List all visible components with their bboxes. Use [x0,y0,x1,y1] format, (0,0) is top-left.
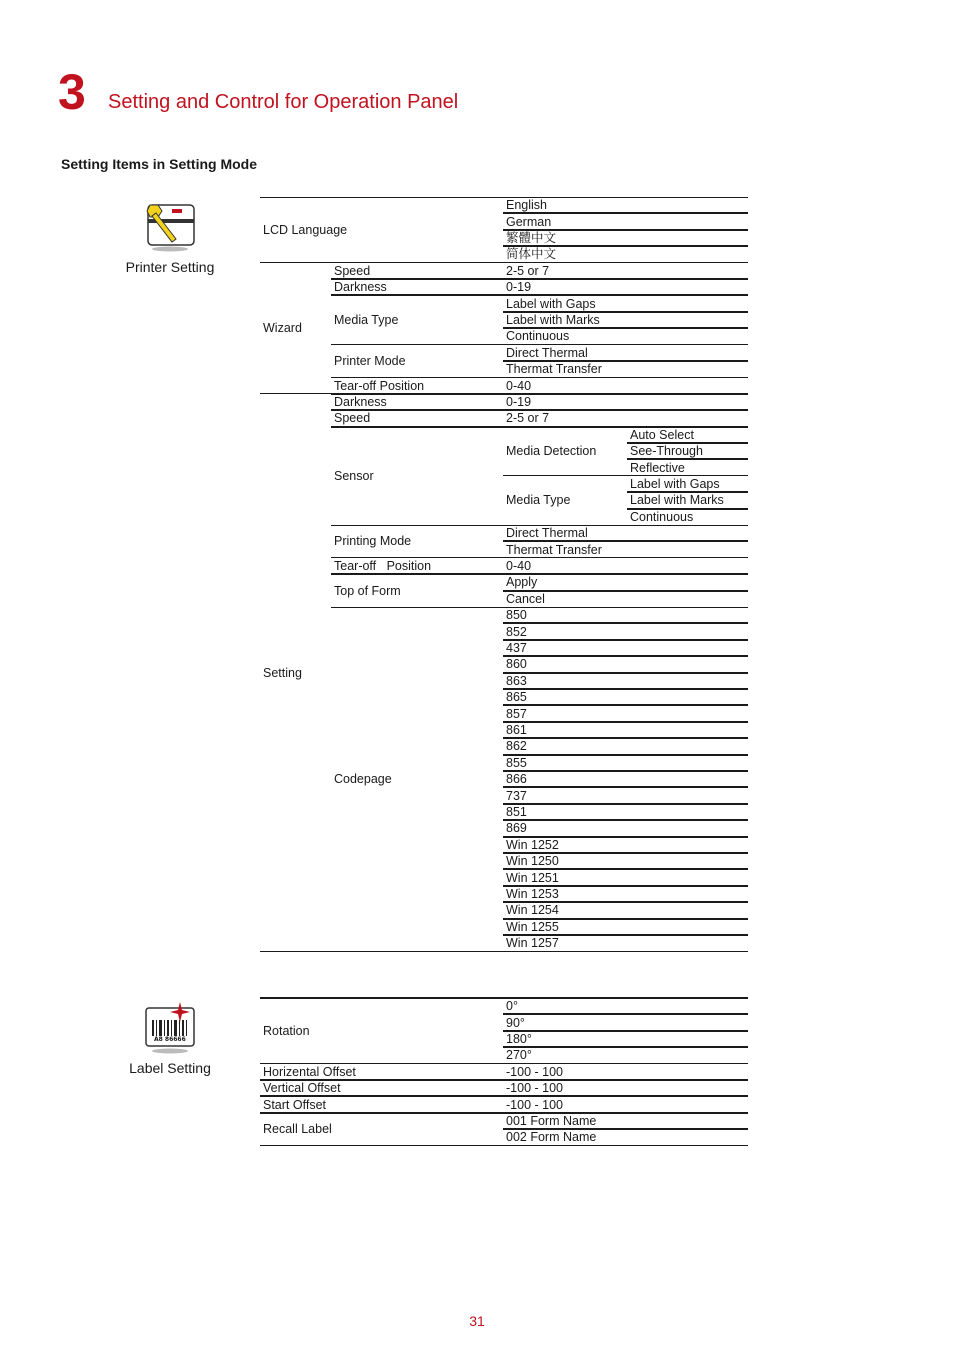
rotation-label: Rotation [263,1023,310,1038]
lcd-language-option: English [506,198,547,213]
top-of-form-label: Top of Form [334,583,401,598]
start-offset-value: -100 - 100 [506,1097,563,1112]
horizontal-offset-value: -100 - 100 [506,1064,563,1079]
wrench-printer-icon [142,199,198,255]
wizard-tear-off-value: 0-40 [506,378,532,393]
codepage-divider [503,655,748,657]
row-rule [331,607,503,608]
codepage-option: 863 [506,673,527,688]
barcode-label-icon [142,1000,198,1056]
sensor-media-type-option: Label with Marks [630,493,724,508]
row-rule [503,475,627,476]
printing-mode-label: Printing Mode [334,534,412,549]
wizard-printer-mode-option: Thermat Transfer [506,362,602,377]
recall-label-option: 001 Form Name [506,1114,597,1128]
codepage-option: 850 [506,608,527,623]
recall-label-option: 002 Form Name [506,1130,597,1145]
sensor-media-type-option: Label with Gaps [630,477,720,491]
setting-speed-value: 2-5 or 7 [506,411,550,426]
codepage-option: Win 1254 [506,903,559,918]
rotation-divider [503,1013,748,1015]
top-of-form-option: Apply [506,575,538,590]
media-detection-option: Reflective [630,460,685,475]
wizard-label: Wizard [263,321,302,336]
wizard-tear-off-rule [331,393,748,395]
wizard-printer-mode-divider [503,377,748,378]
media-detection-option: See-Through [630,444,703,459]
codepage-option: Win 1250 [506,854,559,869]
codepage-divider [503,704,748,706]
codepage-option: 860 [506,657,527,672]
wizard-speed-label: Speed [334,263,371,278]
codepage-option: 865 [506,690,527,705]
table-bottom-rule [260,951,748,952]
codepage-divider [503,786,748,788]
codepage-option: 852 [506,624,527,639]
chapter-title: Setting and Control for Operation Panel [108,91,459,113]
codepage-divider [503,639,748,641]
codepage-label: Codepage [334,772,392,787]
codepage-divider [503,819,748,821]
row-rule [260,262,503,263]
codepage-option: 869 [506,821,527,836]
top-of-form-option: Cancel [506,591,545,606]
setting-label: Setting [263,665,302,680]
chapter-number: 3 [58,64,86,120]
wizard-media-type-option: Label with Marks [506,313,600,327]
start-offset-rule [260,1112,748,1114]
label-setting-label: Label Setting [129,1060,211,1076]
codepage-option: Win 1257 [506,936,559,951]
recall-label-label: Recall Label [263,1122,332,1137]
codepage-option: 857 [506,706,527,721]
codepage-divider [503,672,748,674]
table-bottom-rule [260,1145,748,1146]
wizard-media-type-option: Label with Gaps [506,296,596,311]
lcd-language-option: German [506,214,552,229]
rotation-option: 270° [506,1048,532,1063]
rotation-divider [503,1030,748,1032]
vertical-offset-rule [260,1095,748,1097]
wizard-printer-mode-option: Direct Thermal [506,345,588,360]
wizard-tear-off-label: Tear-off Position [334,378,425,393]
setting-tear-off-value: 0-40 [506,559,532,573]
wizard-darkness-label: Darkness [334,280,387,295]
row-rule [260,393,331,394]
media-detection-label: Media Detection [506,444,597,459]
rotation-option: 0° [506,999,518,1014]
rotation-divider [503,1046,748,1048]
wizard-media-type-label: Media Type [334,313,399,327]
start-offset-label: Start Offset [263,1097,326,1112]
codepage-divider [503,770,748,772]
sensor-media-type-option: Continuous [630,509,694,524]
printer-setting-label: Printer Setting [125,259,215,275]
lcd-language-option: 简体中文 [506,247,557,262]
rotation-option: 180° [506,1032,532,1046]
codepage-option: 851 [506,805,527,819]
sensor-media-type-divider [627,525,748,526]
wizard-media-type-option: Continuous [506,329,570,344]
setting-tear-off-label: Tear-off Position [334,559,432,573]
setting-darkness-label: Darkness [334,395,387,409]
codepage-divider [503,688,748,690]
wizard-printer-mode-label: Printer Mode [334,354,406,368]
row-rule [331,344,503,345]
codepage-option: Win 1253 [506,887,559,901]
codepage-option: Win 1251 [506,870,559,885]
horizontal-offset-label: Horizental Offset [263,1064,356,1079]
codepage-divider [503,803,748,805]
media-detection-option: Auto Select [630,427,694,442]
barcode-number: A8 86666 [154,1036,186,1043]
setting-tear-off-rule [331,573,748,575]
section-title: Setting Items in Setting Mode [61,156,258,172]
lcd-language-label: LCD Language [263,222,348,237]
wizard-speed-rule [331,278,748,280]
vertical-offset-label: Vertical Offset [263,1081,341,1096]
vertical-offset-value: -100 - 100 [506,1081,563,1096]
codepage-option: 861 [506,723,527,737]
wizard-speed-value: 2-5 or 7 [506,263,550,278]
codepage-option: 737 [506,788,527,803]
codepage-option: 437 [506,641,527,655]
codepage-option: Win 1252 [506,837,559,852]
lcd-language-option: 繁體中文 [506,231,557,245]
printing-mode-divider [503,557,748,558]
setting-darkness-value: 0-19 [506,395,532,409]
codepage-divider [503,737,748,739]
top-of-form-divider [503,607,748,608]
setting-speed-label: Speed [334,411,371,426]
codepage-option: Win 1255 [506,919,559,934]
table-top-rule [260,197,748,198]
page-number: 31 [469,1313,485,1329]
codepage-divider [503,622,748,624]
printing-mode-option: Thermat Transfer [506,542,602,557]
codepage-option: 855 [506,755,527,770]
sensor-label: Sensor [334,468,374,483]
sensor-media-type-label: Media Type [506,493,571,508]
codepage-divider [503,754,748,756]
wizard-darkness-value: 0-19 [506,280,532,295]
table-top-rule [260,997,748,999]
codepage-divider [503,721,748,723]
rotation-option: 90° [506,1015,525,1030]
codepage-option: 866 [506,772,527,787]
printing-mode-option: Direct Thermal [506,526,588,541]
codepage-option: 862 [506,739,527,754]
